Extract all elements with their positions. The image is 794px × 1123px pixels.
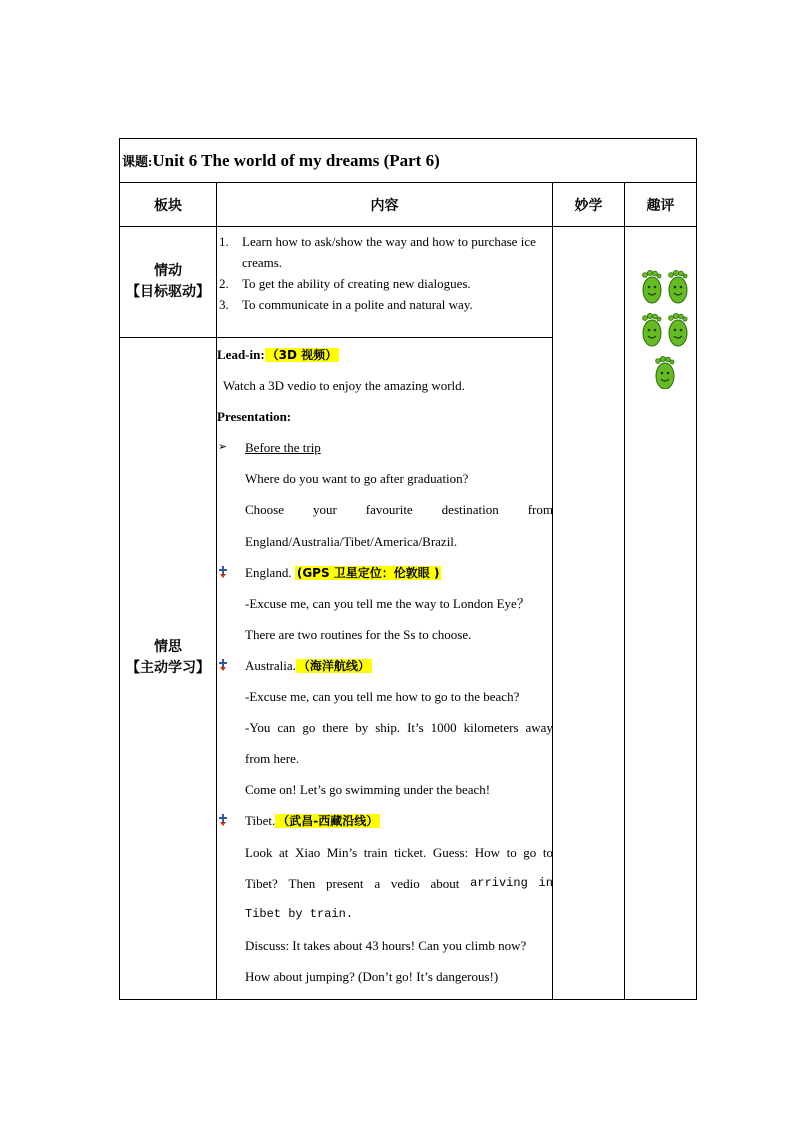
header-block: 板块 xyxy=(154,197,182,214)
header-comment: 趣评 xyxy=(646,197,675,214)
discuss-line: Discuss: It takes about 43 hours! Can you climb now? xyxy=(245,937,527,953)
presentation-label: Presentation: xyxy=(217,409,292,425)
section2-label: 情思 【主动学习】 xyxy=(126,639,210,676)
header-method: 妙学 xyxy=(574,197,603,214)
tibet-text-1: Look at Xiao Min’s train ticket. Guess: How to go to xyxy=(245,844,553,860)
goal-item: 1. Learn how to ask/show the way and how to purchase ice creams. xyxy=(219,234,536,270)
australia-line: Australia. （海洋航线） xyxy=(217,655,553,686)
title-row xyxy=(120,139,696,183)
choose-line: Choose your favourite destination from xyxy=(245,502,553,518)
leadin-line: Lead-in: （3D 视频） xyxy=(217,347,338,362)
lesson-content xyxy=(217,344,553,997)
australia-answer-1: -You can go there by ship. It’s 1000 kilometers away xyxy=(245,720,553,736)
england-note: There are two routines for the Ss to choose. xyxy=(245,626,472,642)
destinations-line: England/Australia/Tibet/America/Brazil. xyxy=(245,533,458,549)
tibet-text-3: Tibet by train. xyxy=(245,906,354,921)
jump-line: How about jumping? (Don’t go! It’s dangerous!) xyxy=(245,968,499,984)
australia-answer-2: from here. xyxy=(245,751,300,767)
lesson-table xyxy=(119,138,697,1000)
question-line: Where do you want to go after graduation? xyxy=(245,471,469,487)
col-divider-3 xyxy=(624,183,625,999)
header-divider xyxy=(120,226,696,227)
header-content: 内容 xyxy=(370,197,399,214)
plus-bullet-icon xyxy=(218,566,228,578)
goal-item: 2. To get the ability of creating new dialogues. xyxy=(219,276,471,291)
lesson-title: 课题:Unit 6 The world of my dreams (Part 6) xyxy=(122,151,440,170)
arrow-bullet-icon: ➢ xyxy=(218,441,228,454)
australia-question: -Excuse me, can you tell me how to go to the beach? xyxy=(245,689,520,705)
leadin-text: Watch a 3D vedio to enjoy the amazing world. xyxy=(223,378,465,394)
section1-label: 情动 【目标驱动】 xyxy=(126,263,210,300)
england-line: England. (GPS 卫星定位：伦敦眼 ) xyxy=(217,562,553,593)
england-question: -Excuse me, can you tell me the way to London Eye？ xyxy=(245,595,530,611)
australia-answer-3: Come on! Let’s go swimming under the beach! xyxy=(245,782,491,798)
section-divider xyxy=(120,337,553,338)
before-trip-line: ➢ Before the trip xyxy=(217,437,553,468)
goal-item: 3. To communicate in a polite and natural way. xyxy=(219,297,473,312)
tibet-line: Tibet. （武昌-西藏沿线） xyxy=(217,810,553,841)
plus-bullet-icon xyxy=(218,814,228,826)
plus-bullet-icon xyxy=(218,659,228,671)
footprint-rating-icon xyxy=(638,269,694,389)
goals-list xyxy=(217,231,553,315)
tibet-text-2: Tibet? Then present a vedio about arriving in xyxy=(245,875,553,891)
